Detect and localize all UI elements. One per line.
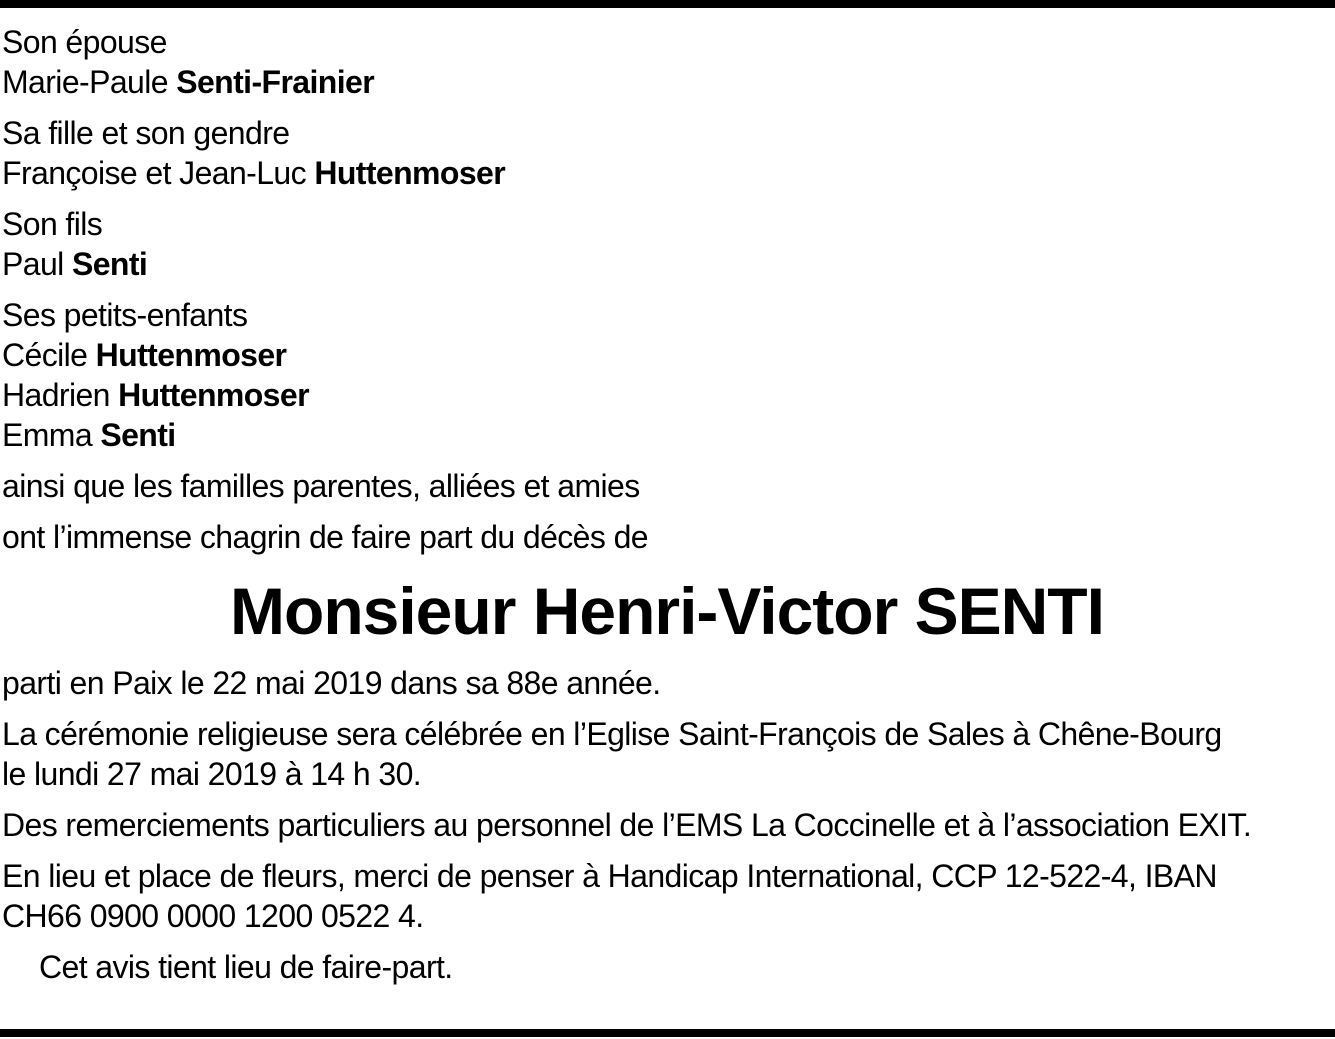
donation-line-1: En lieu et place de fleurs, merci de penser à Handicap International, CCP 12-522-4, IBAN bbox=[2, 858, 1217, 894]
bottom-rule bbox=[0, 1029, 1335, 1037]
member-last-name: Senti bbox=[100, 417, 176, 453]
family-group-son bbox=[2, 204, 1332, 284]
family-member bbox=[2, 244, 1332, 284]
deceased-name: Monsieur Henri-Victor SENTI bbox=[230, 574, 1104, 648]
ceremony-line-2: le lundi 27 mai 2019 à 14 h 30. bbox=[2, 756, 422, 792]
family-member bbox=[2, 335, 1332, 375]
member-first-name: Françoise et Jean-Luc bbox=[2, 155, 307, 191]
member-last-name: Huttenmoser bbox=[118, 377, 309, 413]
relation-label: Sa fille et son gendre bbox=[2, 115, 290, 151]
member-last-name: Huttenmoser bbox=[95, 337, 287, 373]
relation-label: Son épouse bbox=[2, 24, 167, 60]
closing-text: Cet avis tient lieu de faire-part. bbox=[39, 949, 453, 985]
announcement-text: ont l’immense chagrin de faire part du décès de bbox=[2, 519, 648, 555]
member-last-name: Huttenmoser bbox=[314, 155, 506, 191]
family-group-grandchildren bbox=[2, 295, 1332, 455]
member-first-name: Hadrien bbox=[2, 377, 110, 413]
ceremony-text bbox=[2, 714, 1332, 794]
obituary-notice bbox=[2, 22, 1332, 998]
thanks-text: Des remerciements particuliers au personnel de l’EMS La Coccinelle et à l’association EXIT. bbox=[2, 807, 1252, 843]
top-rule bbox=[0, 0, 1335, 8]
relation-label: Ses petits-enfants bbox=[2, 297, 248, 333]
family-member bbox=[2, 375, 1332, 415]
member-last-name: Senti bbox=[71, 246, 148, 282]
member-last-name: Senti-Frainier bbox=[176, 64, 375, 100]
family-group-spouse bbox=[2, 22, 1332, 102]
family-member bbox=[2, 153, 1332, 193]
family-member bbox=[2, 62, 1332, 102]
passing-text: parti en Paix le 22 mai 2019 dans sa 88e année. bbox=[2, 665, 661, 701]
member-first-name: Marie-Paule bbox=[2, 64, 168, 100]
member-first-name: Emma bbox=[2, 417, 93, 453]
donation-line-2: CH66 0900 0000 1200 0522 4. bbox=[2, 898, 424, 934]
member-first-name: Cécile bbox=[2, 337, 88, 373]
family-group-daughter bbox=[2, 113, 1332, 193]
relation-label: Son fils bbox=[2, 206, 103, 242]
donation-text bbox=[2, 856, 1332, 936]
ceremony-line-1: La cérémonie religieuse sera célébrée en l’Eglise Saint-François de Sales à Chêne-Bourg bbox=[2, 716, 1222, 752]
extended-family-text: ainsi que les familles parentes, alliées et amies bbox=[2, 468, 640, 504]
family-member bbox=[2, 415, 1332, 455]
member-first-name: Paul bbox=[2, 246, 64, 282]
